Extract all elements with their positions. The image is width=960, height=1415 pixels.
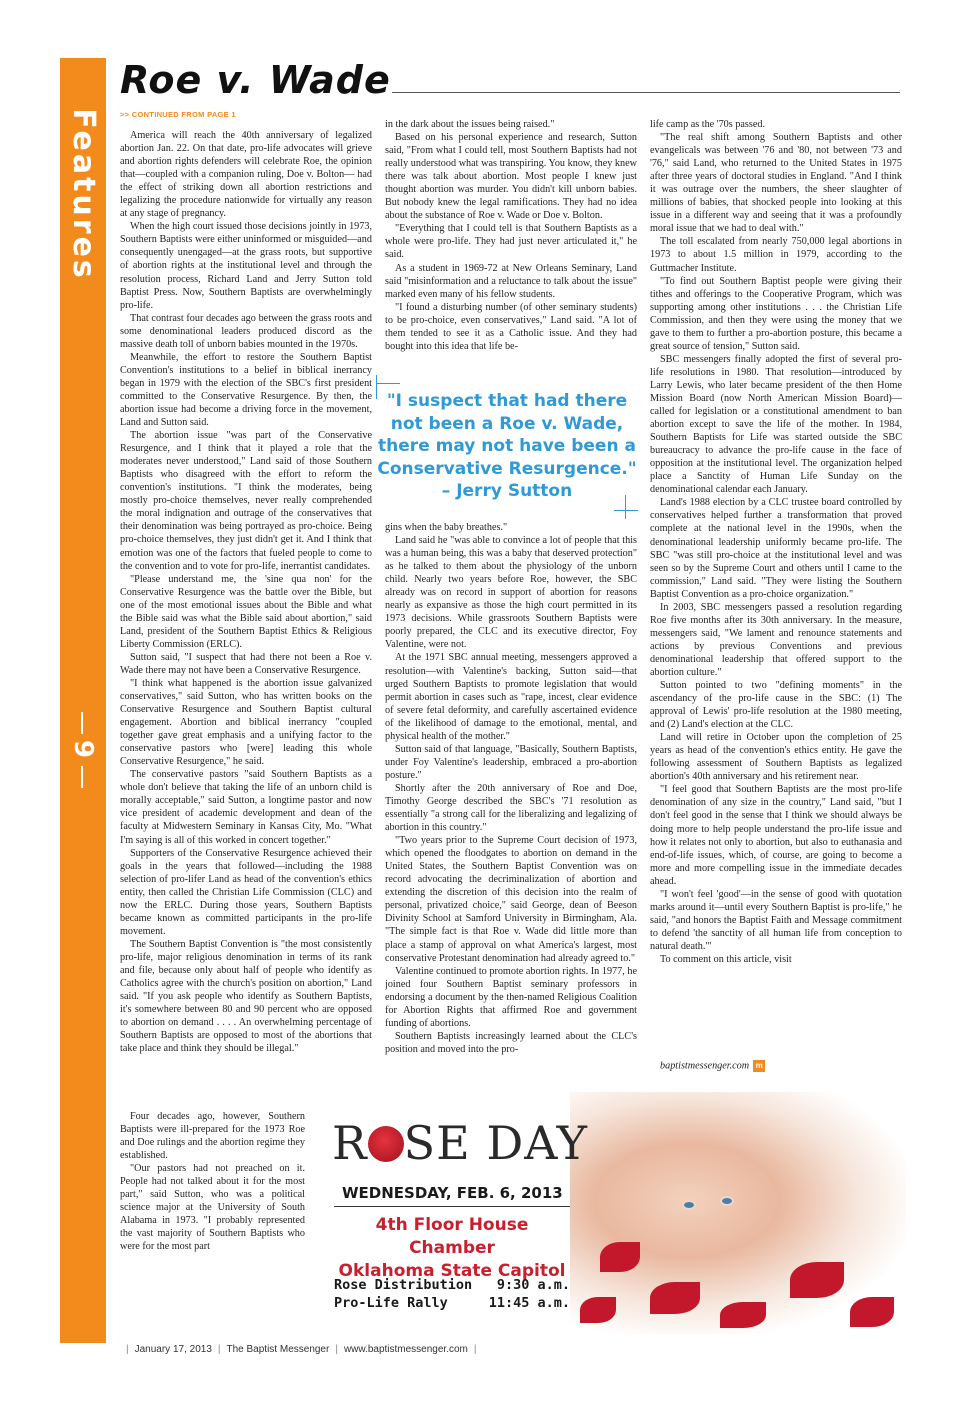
paragraph: SBC messengers finally adopted the first of several pro-life resolutions in 1980. That resolution—introduced by Larry Lewis, who later became president of the then Home Mission Board (now North American Mission Board)—called for legislation or a constitutional amendment to ban abortion except to save the life of the mother. In 1984, Southern Baptists for Life was started outside the SBC bureaucracy to advance the pro-life cause in the face of opposition at the institutional level. The organization helped place a Sanctity of Human Life Sunday on the denominational calendar each January. bbox=[650, 353, 902, 496]
pull-quote-crop-mark bbox=[614, 510, 638, 511]
pull-quote-crop-mark bbox=[376, 375, 377, 399]
continued-label: >> CONTINUED FROM PAGE 1 bbox=[120, 110, 236, 119]
paragraph: Sutton said, "I suspect that had there not been a Roe v. Wade there may not have been a Conservative Resurgence. bbox=[120, 651, 372, 676]
paragraph: "I won't feel 'good'—in the sense of good with quotation marks around it—until every Southern Baptist is pro-life," he said, "and honors the Baptist Faith and Message commitment to defend 'the sanctity of all human life from conception to natural death.'" bbox=[650, 888, 902, 952]
paragraph: America will reach the 40th anniversary of legalized abortion Jan. 22. On that date, pro-life advocates will grieve and abortion rights defenders will celebrate Roe, the opinion that—coupled with a companion ruling, Doe v. Bolton— had the effect of striking down all abortion restrictions and legalizing the procedure nationwide for virtually any reason at any stage of pregnancy. bbox=[120, 130, 372, 220]
baby-eye-icon bbox=[682, 1200, 696, 1210]
rose-icon bbox=[368, 1126, 404, 1162]
pull-quote-text: "I suspect that had there not been a Roe v. Wade, there may not have been a Conservative Resurgence." – Jerry Sutton bbox=[377, 391, 637, 501]
paragraph: That contrast four decades ago between the grass roots and some denominational leaders produced discord as the massive death toll of unborn babies mounted in the 1970s. bbox=[120, 312, 372, 350]
rose-petal-icon bbox=[650, 1282, 700, 1314]
article-column-2-bottom bbox=[385, 521, 637, 1099]
article-column-1 bbox=[120, 129, 372, 1133]
rose-petal-icon bbox=[580, 1297, 616, 1323]
pull-quote bbox=[376, 383, 638, 511]
paragraph: At the 1971 SBC annual meeting, messengers approved a resolution—with Valentine's backing, Sutton said—that urged Southern Baptists to promote legislation that would permit abortion in cases such as "rape, incest, clear evidence of severe fetal deformity, and carefully ascertained evidence of the likelihood of damage to the emotional, mental, and physical health of the mother." bbox=[385, 652, 637, 742]
comment-link[interactable] bbox=[660, 1060, 765, 1072]
paragraph: Southern Baptists increasingly learned about the CLC's position and moved into the pro- bbox=[385, 1030, 637, 1055]
paragraph: "I feel good that Southern Baptists are the most pro-life denomination of any size in the country," Land said, "but I don't feel good in the sense that I think we should always be doing more to help people understand the pro-life issue and how it relates not only to abortion, but also to euthanasia and end-of-life issues, which, of course, are going to become a more and more compelling issue in the immediate decades ahead. bbox=[650, 784, 902, 887]
headline-rule bbox=[392, 92, 900, 93]
paragraph: The Southern Baptist Convention is "the most consistently pro-life, major religious denomination in terms of its rank and file, because only about half of people who identify as Catholics agree with the church's position on abortion," Land said. "If you ask people who identify as Southern Baptists, it's somewhere between 80 and 90 percent who are opposed to abortion on demand . . . . An overwhelming percentage of Southern Baptists are opposed to most of the abortions that take place and think they should be illegal." bbox=[120, 938, 372, 1055]
paragraph: The toll escalated from nearly 750,000 legal abortions in 1973 to about 1.5 million in 1979, according to the Guttmacher Institute. bbox=[650, 236, 902, 274]
paragraph: Land will retire in October upon the completion of 25 years as head of the convention's ethics entity. He gave the following assessment of Southern Baptists as legalized abortion's 40th anniversary and his retirement near. bbox=[650, 732, 902, 783]
paragraph: "Our pastors had not preached on it. People had not talked about it for the most part," said Sutton, who was a political science major at the University of South Alabama in 1973. "I probably represented the vast majority of Southern Baptists who were for the most part bbox=[120, 1163, 305, 1253]
pull-quote-crop-mark bbox=[625, 495, 626, 519]
paragraph: The abortion issue "was part of the Conservative Resurgence, and I think that it played a role that the moderates never understood," Land said of those Southern Baptists who disagreed with the effort to reform the convention's institutions. "I think the moderates, being mostly pro-choice themselves, never really comprehended the moral indignation and outrage of the conservatives that their denomination was being portrayed as pro-choice. Being pro-choice themselves, they just didn't get it. And I think that emotion was one of the factors that fueled people to come to the convention and to vote for pro-life, inerrantist candidates. bbox=[120, 430, 372, 572]
paragraph: "I found a disturbing number (of other seminary students) to be pro-choice, even conservatives," Land said. "A lot of them tended to see it as a Catholic issue. And they had bought into this idea that life be- bbox=[385, 301, 637, 352]
event-date: WEDNESDAY, FEB. 6, 2013 bbox=[342, 1184, 563, 1202]
paragraph: Sutton said of that language, "Basically, Southern Baptists, under Foy Valentine's leadership, embraced a pro-abortion posture." bbox=[385, 743, 637, 781]
paragraph: Land said he "was able to convince a lot of people that this was a human being, this was a baby that deserved protection" as he talked to them about the physiology of the unborn child. Nearly two years before Roe, however, the SBC already was on record in support of abortion for reasons nearly as expansive as those the high court permitted in its 1973 decisions. While grassroots Southern Baptists were poorly prepared, the CLC and its executive director, Foy Valentine, were not. bbox=[385, 535, 637, 651]
footer-url[interactable]: www.baptistmessenger.com bbox=[343, 1344, 468, 1355]
footer-publication: The Baptist Messenger bbox=[226, 1344, 330, 1355]
paragraph: As a student in 1969-72 at New Orleans Seminary, Land said "misinformation and a reluctance to talk about the issue" marked even many of his fellow students. bbox=[385, 262, 637, 300]
baby-eye-icon bbox=[720, 1196, 734, 1206]
paragraph: "Everything that I could tell is that Southern Baptists as a whole were pro-life. They had just never articulated it," he said. bbox=[385, 223, 637, 261]
paragraph: Four decades ago, however, Southern Baptists were ill-prepared for the 1973 Roe and Doe rulings and the abortion regime they established. bbox=[120, 1111, 305, 1162]
rose-day-ad bbox=[322, 1092, 906, 1334]
pull-quote-attribution: – Jerry Sutton bbox=[441, 481, 573, 501]
headline: Roe v. Wade bbox=[120, 58, 391, 102]
bm-logo-icon: m bbox=[753, 1060, 765, 1072]
site-url[interactable]: baptistmessenger.com bbox=[660, 1060, 750, 1072]
divider bbox=[334, 1206, 570, 1207]
paragraph: Land's 1988 election by a CLC trustee board controlled by conservatives helped further a transformation that proved complete at the national level in the 1990s, when the denominational leadership uniformly became pro-life. The SBC "was still pro-choice at the institutional level and was seen so by the Supreme Court and others until I came to the commission," Land said. "They were listing the Southern Baptist Convention as a pro-choice organization." bbox=[650, 497, 902, 600]
paragraph: "Two years prior to the Supreme Court decision of 1973, which opened the floodgates to abortion on demand in the United States, the Southern Baptist Convention was on record advocating the decriminalization of abortion and extending the discretion of this decision into the realm of personal, privatized choice," said George, dean of Beeson Divinity School at Samford University in Birmingham, Ala. "The simple fact is that Roe v. Wade did little more than place a stamp of approval on what America's largest, most conservative Protestant denomination had already agreed to." bbox=[385, 835, 637, 964]
paragraph: To comment on this article, visit bbox=[660, 954, 792, 965]
rose-petal-icon bbox=[600, 1242, 640, 1272]
pull-quote-crop-mark bbox=[376, 383, 400, 384]
article-column-2-top bbox=[385, 118, 637, 376]
paragraph: In 2003, SBC messengers passed a resolution regarding Roe five months after its 30th anniversary. In the measure, messengers said, "We lament and renounce statements and actions by previous Conventions and previous denominational leadership that offered support to the abortion culture." bbox=[650, 601, 902, 678]
schedule-row: Pro-Life Rally 11:45 a.m. bbox=[334, 1295, 570, 1311]
footer-date: January 17, 2013 bbox=[134, 1344, 212, 1355]
event-venue: 4th Floor House Chamber Oklahoma State Capitol bbox=[338, 1215, 566, 1281]
paragraph: Valentine continued to promote abortion rights. In 1977, he joined four Southern Baptist seminary professors in endorsing a document by the then-named Religious Coalition for Abortion Rights that affirmed Roe and government funding of abortions. bbox=[385, 965, 637, 1029]
paragraph: Supporters of the Conservative Resurgence achieved their goals in the years that followed—including the 1988 selection of pro-lifer Land as head of the convention's ethics entity, then called the Christian Life Commission (CLC) and now the ERLC. During those years, Southern Baptists became known as committed participants in the pro-life movement. bbox=[120, 847, 372, 937]
article-column-3 bbox=[650, 118, 902, 1078]
paragraph: When the high court issued those decisions jointly in 1973, Southern Baptists were either uninformed or misguided—and consequently unengaged—at the grass roots, but supportive of abortion rights at the institutional level and through the resolution process, Richard Land and Jerry Sutton told Baptist Press. Now, Southern Baptists are overwhelmingly pro-life. bbox=[120, 221, 372, 311]
paragraph: life camp as the '70s passed. bbox=[650, 119, 765, 130]
rose-petal-icon bbox=[720, 1302, 766, 1328]
paragraph: Based on his personal experience and research, Sutton said, "From what I could tell, most Southern Baptists had not really understood what was transpiring. You know, they knew there was talk about abortion. Most people I knew just thought abortion was murder. You didn't kill unborn babies. But nobody knew the legal ramifications. They had no idea about the substance of Roe v. Wade or Doe v. Bolton. bbox=[385, 132, 637, 222]
paragraph: gins when the baby breathes." bbox=[385, 522, 508, 533]
paragraph: Meanwhile, the effort to restore the Southern Baptist Convention's institutions to a belief in biblical inerrancy began in 1979 with the election of the SBC's first president committed to the Conservative Resurgence. By then, the abortion issue had become a driving force in the movement, Land and Sutton said. bbox=[120, 351, 372, 429]
rose-day-title: R SE DAY bbox=[332, 1116, 588, 1170]
schedule-row: Rose Distribution 9:30 a.m. bbox=[334, 1277, 570, 1293]
paragraph: "I think what happened is the abortion issue galvanized conservatives," said Sutton, who has written books on the Conservative Resurgence and Southern Baptist cultural engagement. Abortion and biblical inerrancy "coupled together gave great emphasis and a unifying factor to the conservative pastors who [were] leading this whole Conservative Resurgence," he said. bbox=[120, 677, 372, 768]
paragraph: in the dark about the issues being raised." bbox=[385, 119, 555, 130]
article-column-1-continued bbox=[120, 1110, 305, 1335]
paragraph: The conservative pastors "said Southern Baptists as a whole don't believe that taking the life of an unborn child is morally acceptable," said Sutton, a longtime pastor and now vice president of academic development and dean of the faculty at Midwestern Seminary in Kansas City, Mo. "What I'm saying is all of this worked in concert together." bbox=[120, 769, 372, 846]
paragraph: "Please understand me, the 'sine qua non' for the Conservative Resurgence was the battle over the Bible, but one of the most emotional issues about the Bible and what the Bible said was what the Bible said about abortion," said Land, president of the Southern Baptist Ethics & Religious Liberty Commission (ERLC). bbox=[120, 573, 372, 650]
page-footer: | January 17, 2013 | The Baptist Messenger | www.baptistmessenger.com | bbox=[126, 1344, 477, 1355]
paragraph: "To find out Southern Baptist people were giving their tithes and offerings to the Cooperative Program, which was supporting among other institutions . . . the Christian Life Commission, and then they were using the money that we gave to them to further a pro-abortion posture, this became a great source of tension," Sutton said. bbox=[650, 275, 902, 352]
paragraph: "The real shift among Southern Baptists and other evangelicals was between '76 and '80, not between '73 and '76," said Land, who returned to the United States in 1975 after three years of doctoral studies in England. "And I think it was outrage over the numbers, the sheer slaughter of millions of babies, that shocked people into looking at this issue in a different way and seeing that it was a profoundly moral issue that we had to deal with." bbox=[650, 132, 902, 235]
rose-petal-icon bbox=[850, 1297, 894, 1327]
paragraph: Shortly after the 20th anniversary of Roe and Doe, Timothy George described the SBC's '71 resolution as essentially "a strong call for the liberalizing and legalizing of abortion in this country." bbox=[385, 782, 637, 834]
event-schedule bbox=[334, 1276, 570, 1312]
section-label: Features bbox=[65, 107, 101, 281]
baby-photo bbox=[570, 1092, 906, 1334]
rose-petal-icon bbox=[790, 1262, 844, 1298]
paragraph: Sutton pointed to two "defining moments" in the ascendancy of the pro-life cause in the SBC: (1) The approval of Lewis' pro-life resolution at the 1980 meeting, and (2) Land's election at the CLC. bbox=[650, 680, 902, 731]
page-number: 9 bbox=[62, 690, 104, 810]
